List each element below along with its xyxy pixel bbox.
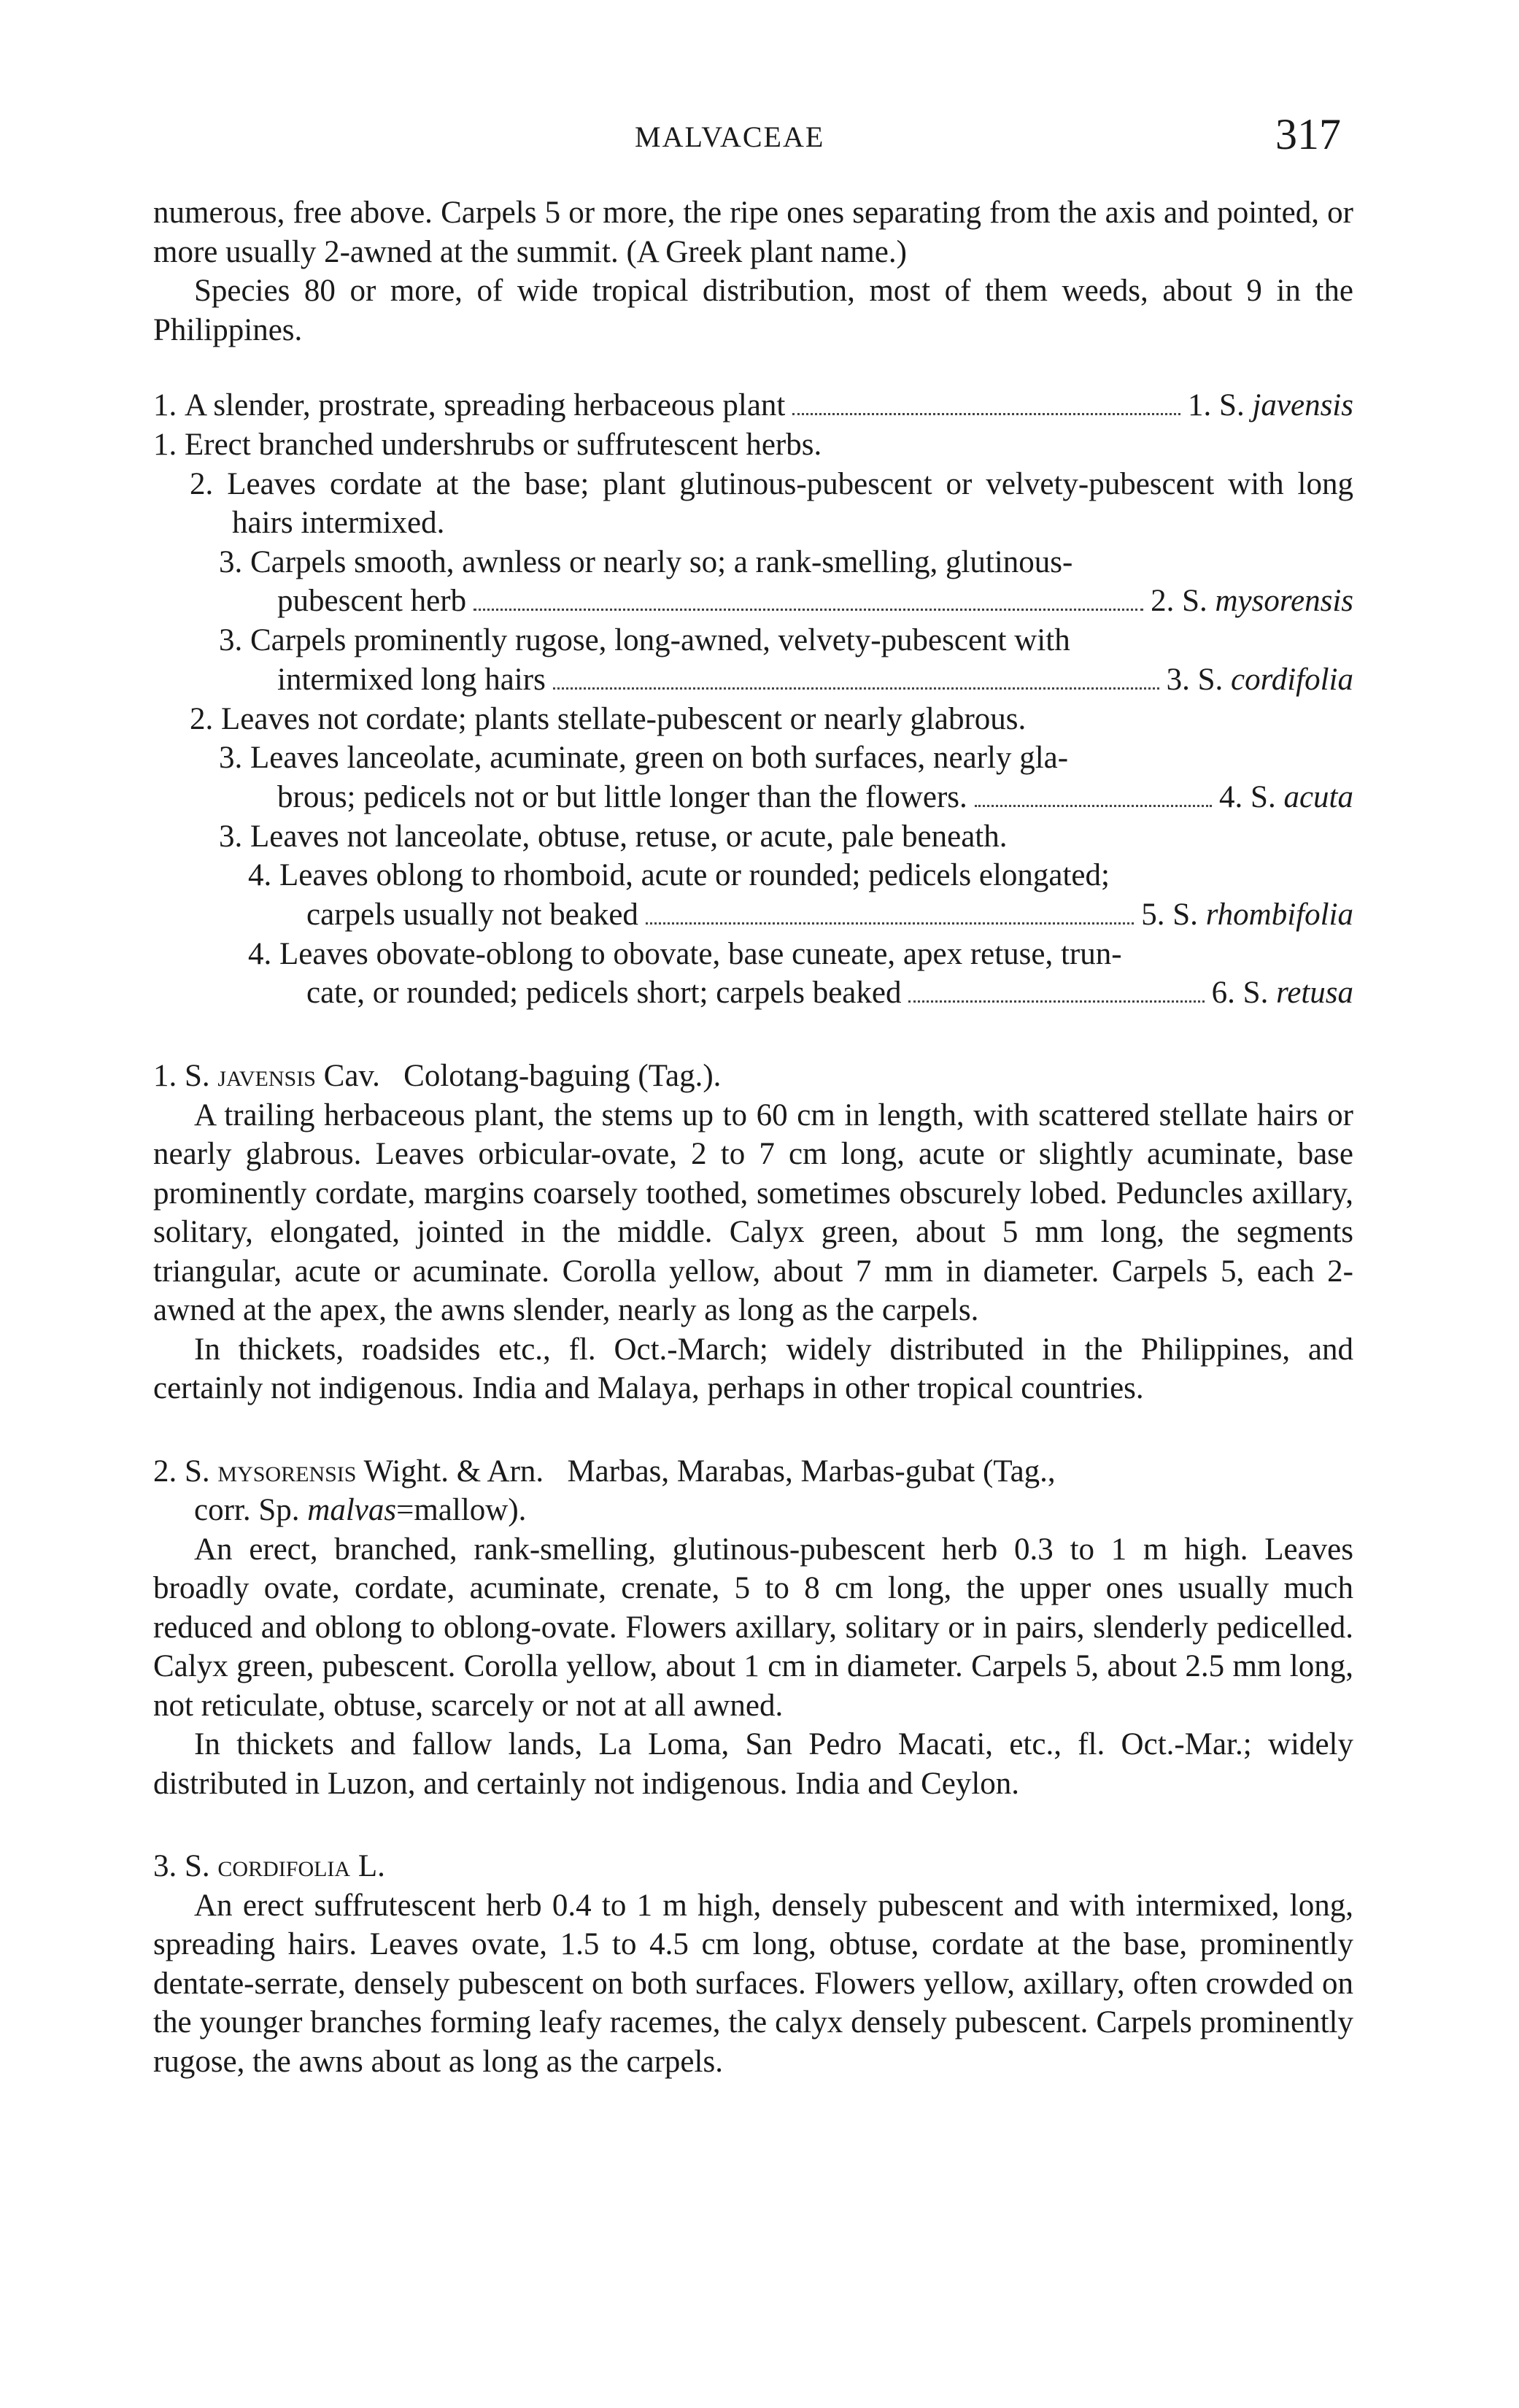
page-header: [0, 109, 1519, 168]
key-lead: 4. Leaves obovate-oblong to obovate, base cuneate, apex retuse, trun- cate, or rounded; pedicels short; carpels beaked 6. S. retusa: [248, 936, 1353, 1010]
key-lead: 3. Carpels prominently rugose, long-awned, velvety-pubescent with intermixed long hairs 3. S. cordifolia: [219, 623, 1353, 697]
species-count-paragraph: Species 80 or more, of wide tropical distribution, most of them weeds, about 9 in the Philippines.: [153, 274, 1353, 347]
key-lead: 1. Erect branched undershrubs or suffrutescent herbs.: [153, 428, 822, 462]
intro-paragraph: numerous, free above. Carpels 5 or more, the ripe ones separating from the axis and pointed, or more usually 2-awned at the summit. (A Greek plant name.): [153, 196, 1353, 269]
key-lead: 2. Leaves not cordate; plants stellate-pubescent or nearly glabrous.: [190, 701, 1027, 736]
key-lead: 3. Leaves lanceolate, acuminate, green on both surfaces, nearly gla- brous; pedicels not or but little longer than the flowers. 4. S. acuta: [219, 741, 1353, 814]
species-entry: [153, 1847, 1353, 2081]
key-lead: 3. Carpels smooth, awnless or nearly so; a rank-smelling, glutinous- pubescent herb 2. S. mysorensis: [219, 544, 1353, 618]
key-lead: 2. Leaves cordate at the base; plant glutinous-pubescent or velvety-pubescent with long hairs intermixed.: [190, 466, 1354, 540]
species-description: A trailing herbaceous plant, the stems up to 60 cm in length, with scattered stellate hairs or nearly glabrous. Leaves orbicular-ovate, 2 to 7 cm long, acute or slightly acuminate, base prominently cordate, margins coarsely toothed, sometimes obscurely lobed. Peduncles axillary, solitary, elongated, jointed in the middle. Calyx green, about 5 mm long, the segments triangular, acute or acuminate. Corolla yellow, about 7 mm in diameter. Carpels 5, each 2-awned at the apex, the awns slender, nearly as long as the carpels.: [153, 1097, 1353, 1327]
running-head: MALVACEAE: [635, 120, 825, 153]
key-lead: 4. Leaves oblong to rhomboid, acute or rounded; pedicels elongated; carpels usually not beaked 5. S. rhombifolia: [248, 858, 1353, 932]
species-entry: [153, 1452, 1353, 1804]
species-heading: 1. S. javensis Cav. Colotang-baguing (Tag.).: [153, 1059, 722, 1093]
key-lead: 3. Leaves not lanceolate, obtuse, retuse, or acute, pale beneath.: [219, 819, 1008, 854]
identification-key: [153, 386, 1353, 1013]
species-heading: 3. S. cordifolia L.: [153, 1849, 385, 1883]
species-heading-continued: corr. Sp. malvas=mallow).: [194, 1493, 527, 1527]
species-habitat: In thickets, roadsides etc., fl. Oct.-March; widely distributed in the Philippines, and certainly not indigenous. India and Malaya, perhaps in other tropical countries.: [153, 1332, 1353, 1405]
species-habitat: In thickets and fallow lands, La Loma, San Pedro Macati, etc., fl. Oct.-Mar.; widely distributed in Luzon, and certainly not indigenous. India and Ceylon.: [153, 1727, 1353, 1801]
species-description: An erect, branched, rank-smelling, glutinous-pubescent herb 0.3 to 1 m high. Leaves broadly ovate, cordate, acuminate, crenate, 5 to 8 cm long, the upper ones usually much reduced and oblong to oblong-ovate. Flowers axillary, solitary or in pairs, slenderly pedicelled. Calyx green, pubescent. Corolla yellow, about 1 cm in diameter. Carpels 5, about 2.5 mm long, not reticulate, obtuse, scarcely or not at all awned.: [153, 1532, 1353, 1723]
page-number: 317: [1275, 110, 1341, 158]
species-heading: 2. S. mysorensis Wight. & Arn. Marbas, Marabas, Marbas-gubat (Tag.,: [153, 1454, 1056, 1489]
key-lead: 1. A slender, prostrate, spreading herbaceous plant 1. S. javensis: [153, 388, 1353, 422]
species-description: An erect suffrutescent herb 0.4 to 1 m high, densely pubescent and with intermixed, long, spreading hairs. Leaves ovate, 1.5 to 4.5 cm long, obtuse, cordate at the base, prominently dentate-serrate, densely pubescent on both surfaces. Flowers yellow, axillary, often crowded on the younger branches forming leafy racemes, the calyx densely pubescent. Carpels prominently rugose, the awns about as long as the carpels.: [153, 1888, 1353, 2079]
page-body: [153, 193, 1353, 2081]
species-entry: [153, 1057, 1353, 1408]
